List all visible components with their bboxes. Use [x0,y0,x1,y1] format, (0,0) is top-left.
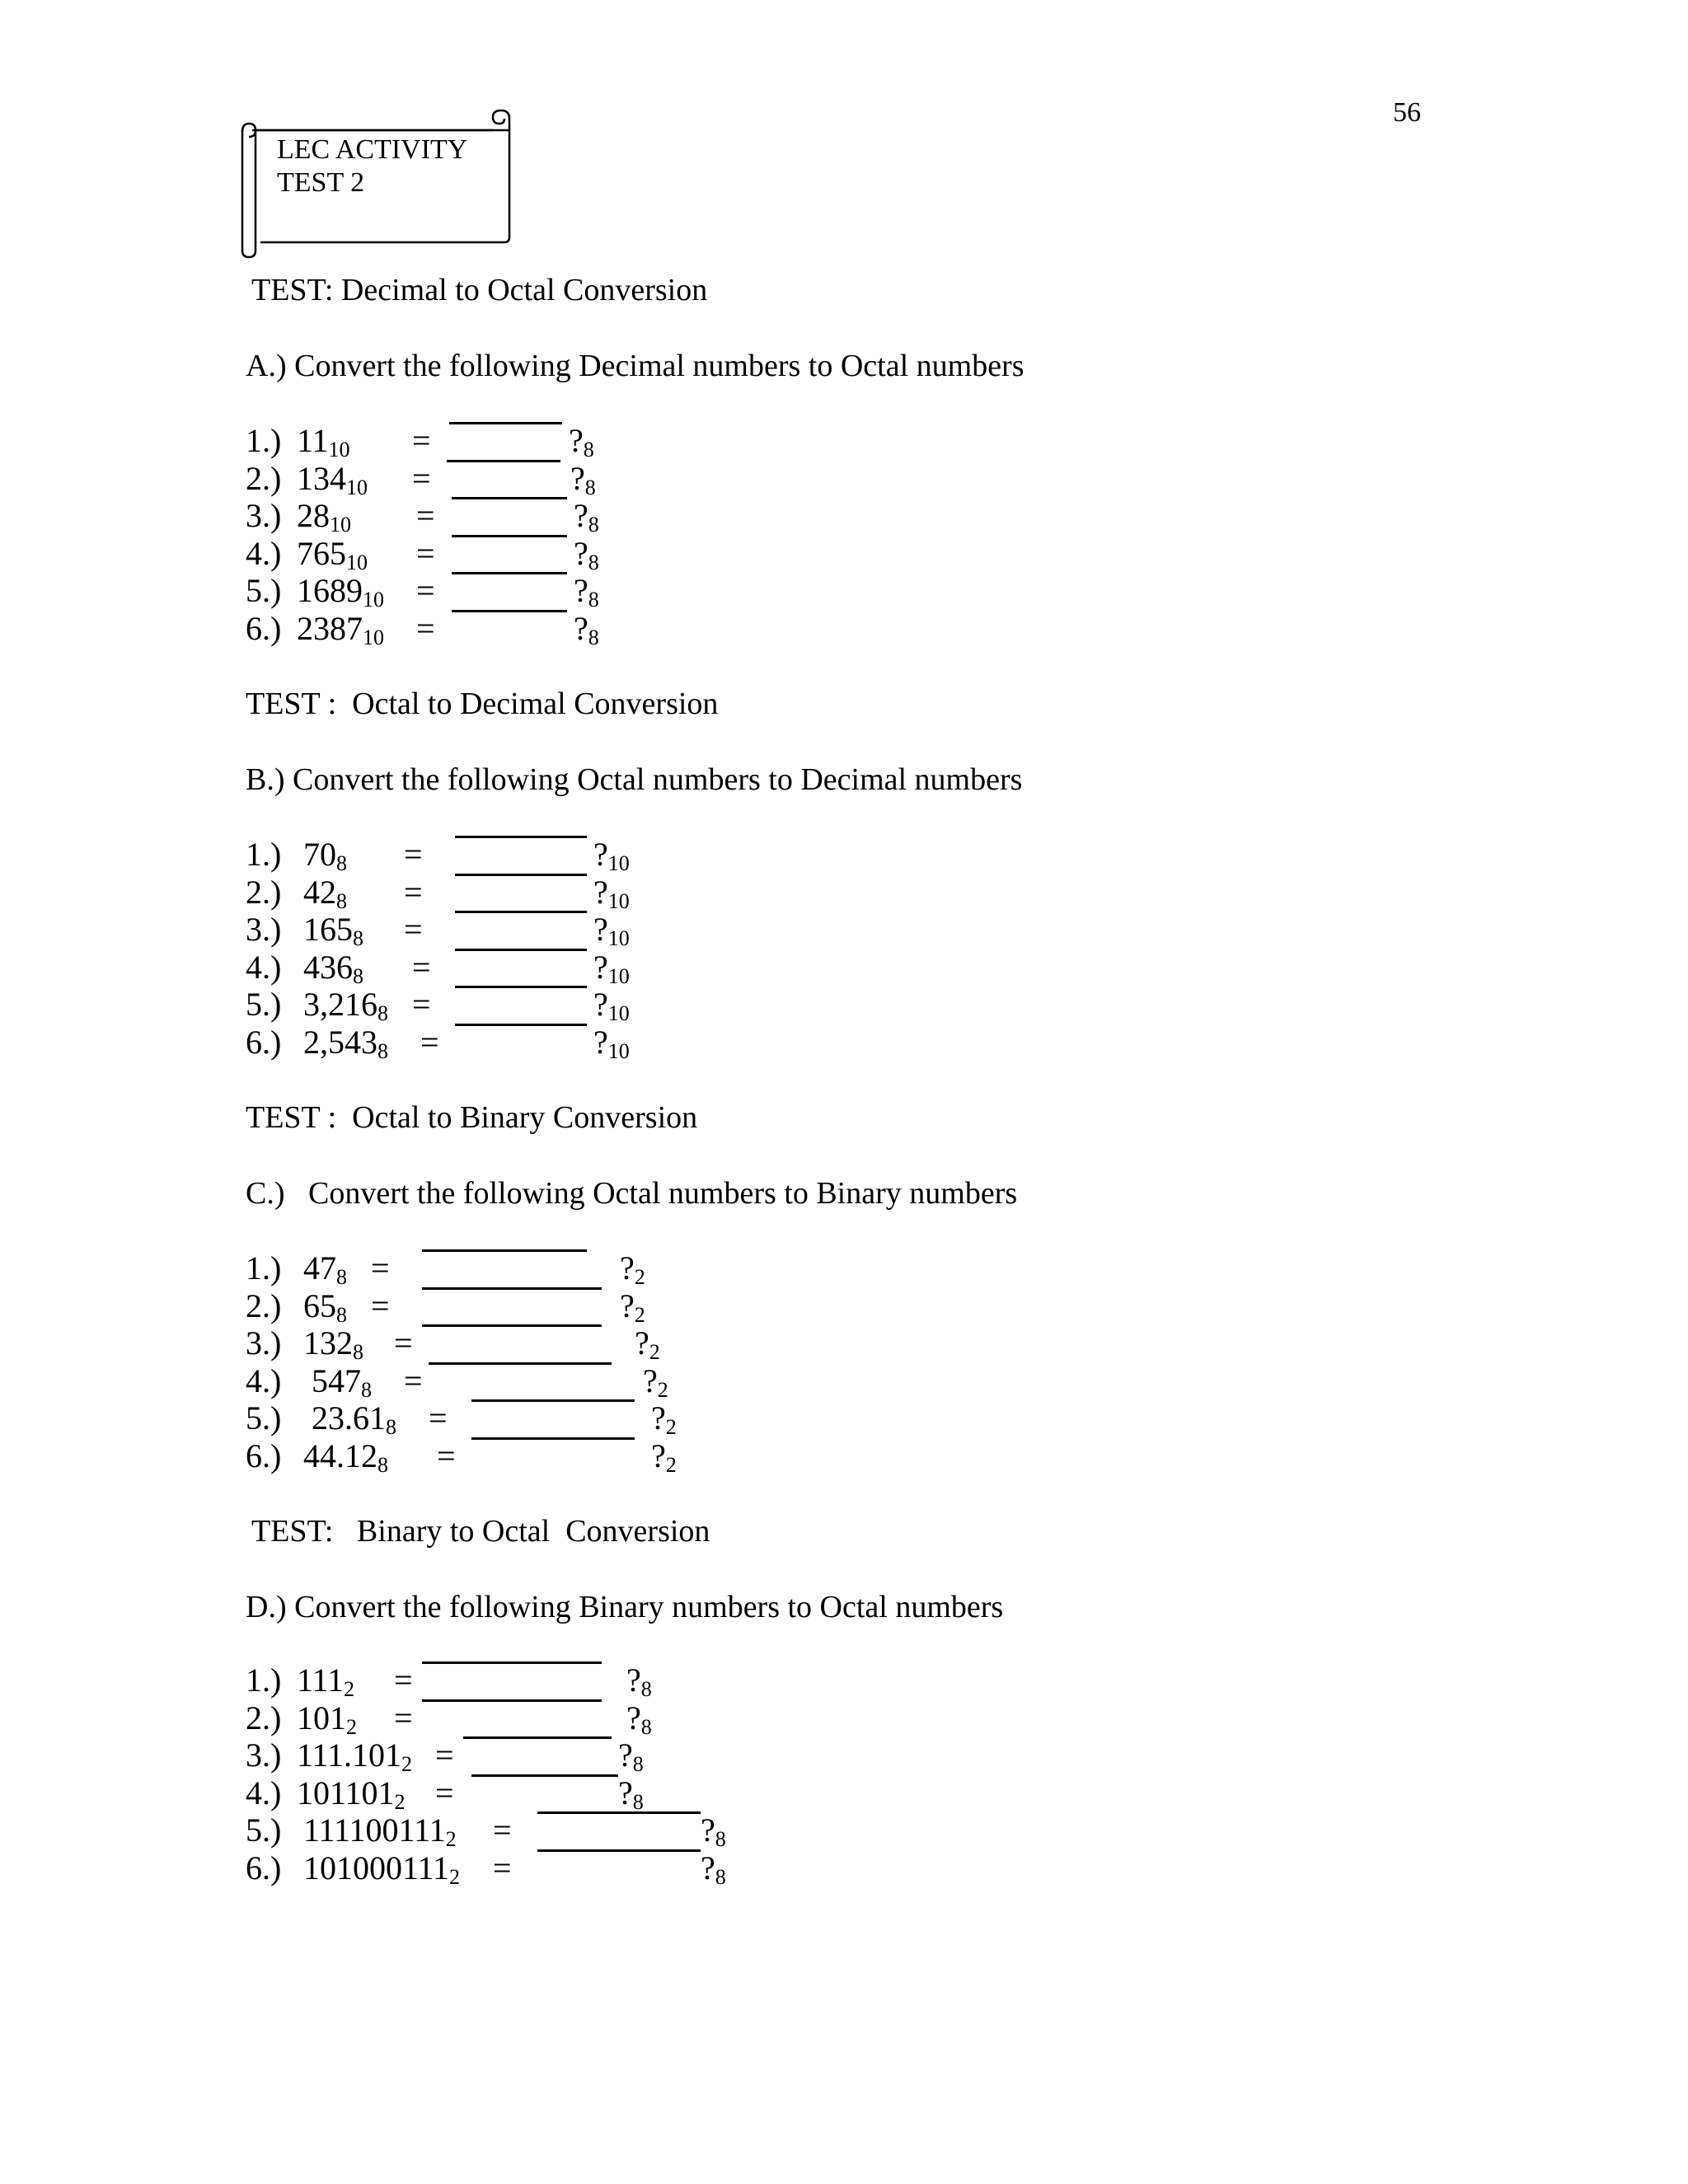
problem-base: 10 [346,475,368,499]
answer-blank[interactable] [463,1736,612,1739]
problem-row [0,497,1688,535]
answer-base-subscript: 8 [584,475,596,499]
problem-value: $42_8$ [303,873,347,913]
problem-value: $1689_{10}$ [297,572,384,612]
problem-row [0,1324,1688,1365]
problem-number: 5.) [246,572,282,610]
problem-value: $765_{10}$ [297,534,368,574]
equals-sign: = [404,911,423,949]
answer-blank[interactable] [471,1774,618,1777]
problem-number: 1.) [246,422,282,459]
answer-blank[interactable] [455,986,587,988]
answer-base: $?_8$ [618,1774,644,1814]
section-c-title: TEST : Octal to Binary Conversion [246,1100,698,1135]
answer-base: $?_8$ [626,1699,652,1739]
answer-blank[interactable] [422,1661,602,1664]
answer-base-subscript: 2 [634,1302,645,1327]
problem-number: 4.) [246,1774,282,1811]
answer-base-subscript: 10 [607,963,630,988]
answer-base: $?_8$ [701,1849,726,1889]
equals-sign: = [412,459,431,497]
problem-base: 8 [336,1302,347,1327]
problem-value: $165_8$ [303,911,363,951]
problem-row [0,1287,1688,1325]
answer-blank[interactable] [422,1699,602,1702]
problem-value: $47_8$ [303,1249,347,1289]
problem-base: 8 [336,851,347,875]
answer-base-subscript: 10 [607,926,630,951]
answer-blank[interactable] [471,1399,635,1402]
equals-sign: = [394,1324,413,1362]
problem-row [0,911,1688,949]
problem-base: 2 [401,1752,413,1777]
answer-base: $?_8$ [626,1661,652,1701]
equals-sign: = [429,1399,448,1437]
equals-sign: = [493,1811,512,1849]
answer-base: $?_8$ [570,459,596,499]
problem-base: 2 [344,1677,355,1701]
answer-base: $?_{10}$ [593,986,630,1026]
answer-blank[interactable] [537,1811,701,1814]
problem-value: $23.61_8$ [312,1399,396,1440]
problem-base: 8 [377,1001,388,1026]
answer-base-subscript: 8 [640,1677,652,1701]
answer-blank[interactable] [537,1849,701,1852]
problem-value: $3,216_8$ [303,986,388,1026]
problem-base: 8 [353,926,363,951]
answer-base-subscript: 8 [583,438,594,462]
problem-number: 5.) [246,1399,282,1437]
problem-number: 5.) [246,1811,282,1849]
answer-base: $?_{10}$ [593,836,630,875]
problem-base: 10 [363,626,384,649]
problem-number: 4.) [246,1361,282,1399]
answer-blank[interactable] [452,535,567,537]
answer-base: $?_2$ [651,1437,677,1477]
answer-base: $?_2$ [651,1399,677,1440]
problem-row [0,986,1688,1024]
problem-number: 2.) [246,1286,282,1324]
problem-number: 6.) [246,610,282,647]
page-number: 56 [1393,97,1421,128]
answer-blank[interactable] [452,497,567,499]
problem-base: 10 [328,438,350,462]
answer-base-subscript: 8 [588,588,599,612]
problem-row [0,1736,1688,1777]
problem-row [0,1024,1688,1062]
answer-base: $?_2$ [620,1286,645,1327]
answer-base-subscript: 2 [657,1377,668,1402]
problem-value: $101_2$ [297,1699,357,1739]
equals-sign: = [416,497,435,535]
answer-blank[interactable] [447,460,560,462]
answer-base-subscript: 10 [607,888,630,913]
problem-row [0,1811,1688,1852]
problem-value: $111.101_2$ [297,1736,413,1777]
problem-value: $65_8$ [303,1286,347,1327]
problem-row [0,460,1688,498]
problem-value: $44.12_8$ [303,1437,388,1477]
problem-value: $547_8$ [312,1361,372,1402]
answer-blank[interactable] [455,836,587,838]
answer-base: $?_8$ [574,534,599,574]
answer-base-subscript: 8 [715,1827,726,1852]
problem-row [0,1399,1688,1440]
problem-base: 8 [386,1415,396,1440]
equals-sign: = [404,1361,423,1399]
banner-line-2: TEST 2 [277,167,365,198]
equals-sign: = [420,1024,439,1061]
problem-base: 2 [449,1865,461,1889]
section-d-instruction: D.) Convert the following Binary numbers to Octal numbers [246,1590,1004,1624]
answer-blank[interactable] [455,874,587,876]
equals-sign: = [394,1661,413,1699]
problem-value: $101000111_2$ [303,1849,461,1889]
answer-base-subscript: 2 [665,1453,677,1477]
answer-base: $?_8$ [618,1736,644,1777]
equals-sign: = [437,1437,456,1474]
equals-sign: = [412,948,431,986]
problem-number: 6.) [246,1437,282,1474]
problem-number: 3.) [246,1736,282,1774]
problem-base: 2 [346,1714,357,1739]
problem-number: 6.) [246,1849,282,1886]
problem-row [0,572,1688,610]
answer-blank[interactable] [455,949,587,951]
equals-sign: = [404,836,423,873]
section-a-title: TEST: Decimal to Octal Conversion [251,273,708,307]
answer-base-subscript: 2 [649,1340,660,1365]
answer-blank[interactable] [449,422,562,424]
problem-row [0,1362,1688,1400]
answer-base: $?_{10}$ [593,1024,630,1063]
answer-blank[interactable] [455,911,587,913]
answer-base-subscript: 8 [588,513,599,537]
problem-base: 8 [336,1265,347,1289]
problem-value: $70_8$ [303,836,347,875]
answer-blank[interactable] [452,572,567,574]
problem-base: 8 [353,963,363,988]
problem-row [0,949,1688,987]
problem-number: 2.) [246,459,282,497]
problem-base: 8 [377,1453,388,1477]
problem-number: 2.) [246,873,282,911]
problem-number: 1.) [246,836,282,873]
problem-row [0,1437,1688,1475]
problem-base: 10 [346,550,368,574]
problem-number: 4.) [246,534,282,572]
equals-sign: = [416,610,435,647]
problem-value: $11_{10}$ [297,422,350,462]
problem-base: 10 [363,588,384,612]
answer-base: $?_{10}$ [593,911,630,951]
problem-value: $111100111_2$ [303,1811,457,1852]
scroll-banner [237,105,518,262]
answer-blank[interactable] [429,1362,612,1365]
answer-base-subscript: 8 [640,1714,652,1739]
section-c-instruction: C.) Convert the following Octal numbers to Binary numbers [246,1176,1018,1211]
answer-base: $?_2$ [643,1361,668,1402]
problem-base: 2 [394,1789,406,1814]
answer-base: $?_{10}$ [593,873,630,913]
answer-base-subscript: 10 [607,1001,630,1026]
answer-base-subscript: 2 [634,1265,645,1289]
problem-row [0,874,1688,912]
answer-base-subscript: 8 [588,626,599,649]
problem-value: $436_8$ [303,948,363,988]
answer-base: $?_2$ [635,1324,660,1365]
problem-number: 1.) [246,1661,282,1699]
equals-sign: = [412,986,431,1024]
answer-base-subscript: 8 [715,1865,726,1889]
problem-row [0,1774,1688,1812]
answer-base: $?_8$ [574,610,599,649]
answer-blank[interactable] [422,1249,587,1252]
section-b-title: TEST : Octal to Decimal Conversion [246,687,719,721]
problem-row [0,422,1688,460]
answer-base-subscript: 8 [588,550,599,574]
problem-row [0,1849,1688,1887]
problem-row [0,610,1688,648]
problem-base: 2 [445,1827,457,1852]
problem-row [0,535,1688,573]
problem-number: 2.) [246,1699,282,1736]
banner-line-1: LEC ACTIVITY [277,134,468,165]
problem-value: $134_{10}$ [297,459,368,499]
problem-base: 8 [353,1340,363,1365]
problem-row [0,1661,1688,1699]
equals-sign: = [394,1699,413,1736]
problem-number: 3.) [246,1324,282,1362]
problem-base: 8 [336,888,347,913]
equals-sign: = [412,422,431,459]
answer-blank[interactable] [452,610,567,612]
problem-base: 10 [330,513,351,537]
answer-base-subscript: 2 [665,1415,677,1440]
equals-sign: = [493,1849,512,1886]
problem-number: 1.) [246,1249,282,1286]
answer-blank[interactable] [471,1437,635,1440]
problem-number: 6.) [246,1024,282,1061]
equals-sign: = [435,1774,454,1811]
equals-sign: = [416,534,435,572]
problem-value: $101101_2$ [297,1774,406,1814]
section-b-instruction: B.) Convert the following Octal numbers to Decimal numbers [246,762,1023,797]
problem-row [0,1249,1688,1287]
problem-row [0,1699,1688,1737]
problem-value: $111_2$ [297,1661,355,1701]
answer-base: $?_8$ [574,497,599,537]
banner-text [277,134,467,199]
answer-base: $?_8$ [569,422,594,462]
equals-sign: = [416,572,435,610]
equals-sign: = [371,1286,390,1324]
answer-base-subscript: 8 [632,1789,644,1814]
problem-value: $28_{10}$ [297,497,351,537]
problem-base: 8 [377,1039,388,1063]
problem-value: $132_8$ [303,1324,363,1365]
answer-blank[interactable] [422,1287,602,1290]
answer-base-subscript: 10 [607,851,630,875]
equals-sign: = [404,873,423,911]
problem-row [0,836,1688,874]
answer-blank[interactable] [422,1324,602,1327]
problem-value: $2,543_8$ [303,1024,388,1063]
answer-blank[interactable] [455,1024,587,1026]
answer-base: $?_8$ [701,1811,726,1852]
equals-sign: = [371,1249,390,1286]
problem-number: 5.) [246,986,282,1024]
section-d-title: TEST: Binary to Octal Conversion [251,1514,710,1549]
section-a-instruction: A.) Convert the following Decimal numbers to Octal numbers [246,349,1025,383]
problem-base: 8 [361,1377,372,1402]
problem-number: 3.) [246,911,282,949]
answer-base-subscript: 10 [607,1039,630,1063]
answer-base: $?_8$ [574,572,599,612]
problem-number: 3.) [246,497,282,535]
problem-number: 4.) [246,948,282,986]
answer-base: $?_{10}$ [593,948,630,988]
problem-value: $2387_{10}$ [297,610,384,649]
answer-base: $?_2$ [620,1249,645,1289]
equals-sign: = [435,1736,454,1774]
answer-base-subscript: 8 [632,1752,644,1777]
